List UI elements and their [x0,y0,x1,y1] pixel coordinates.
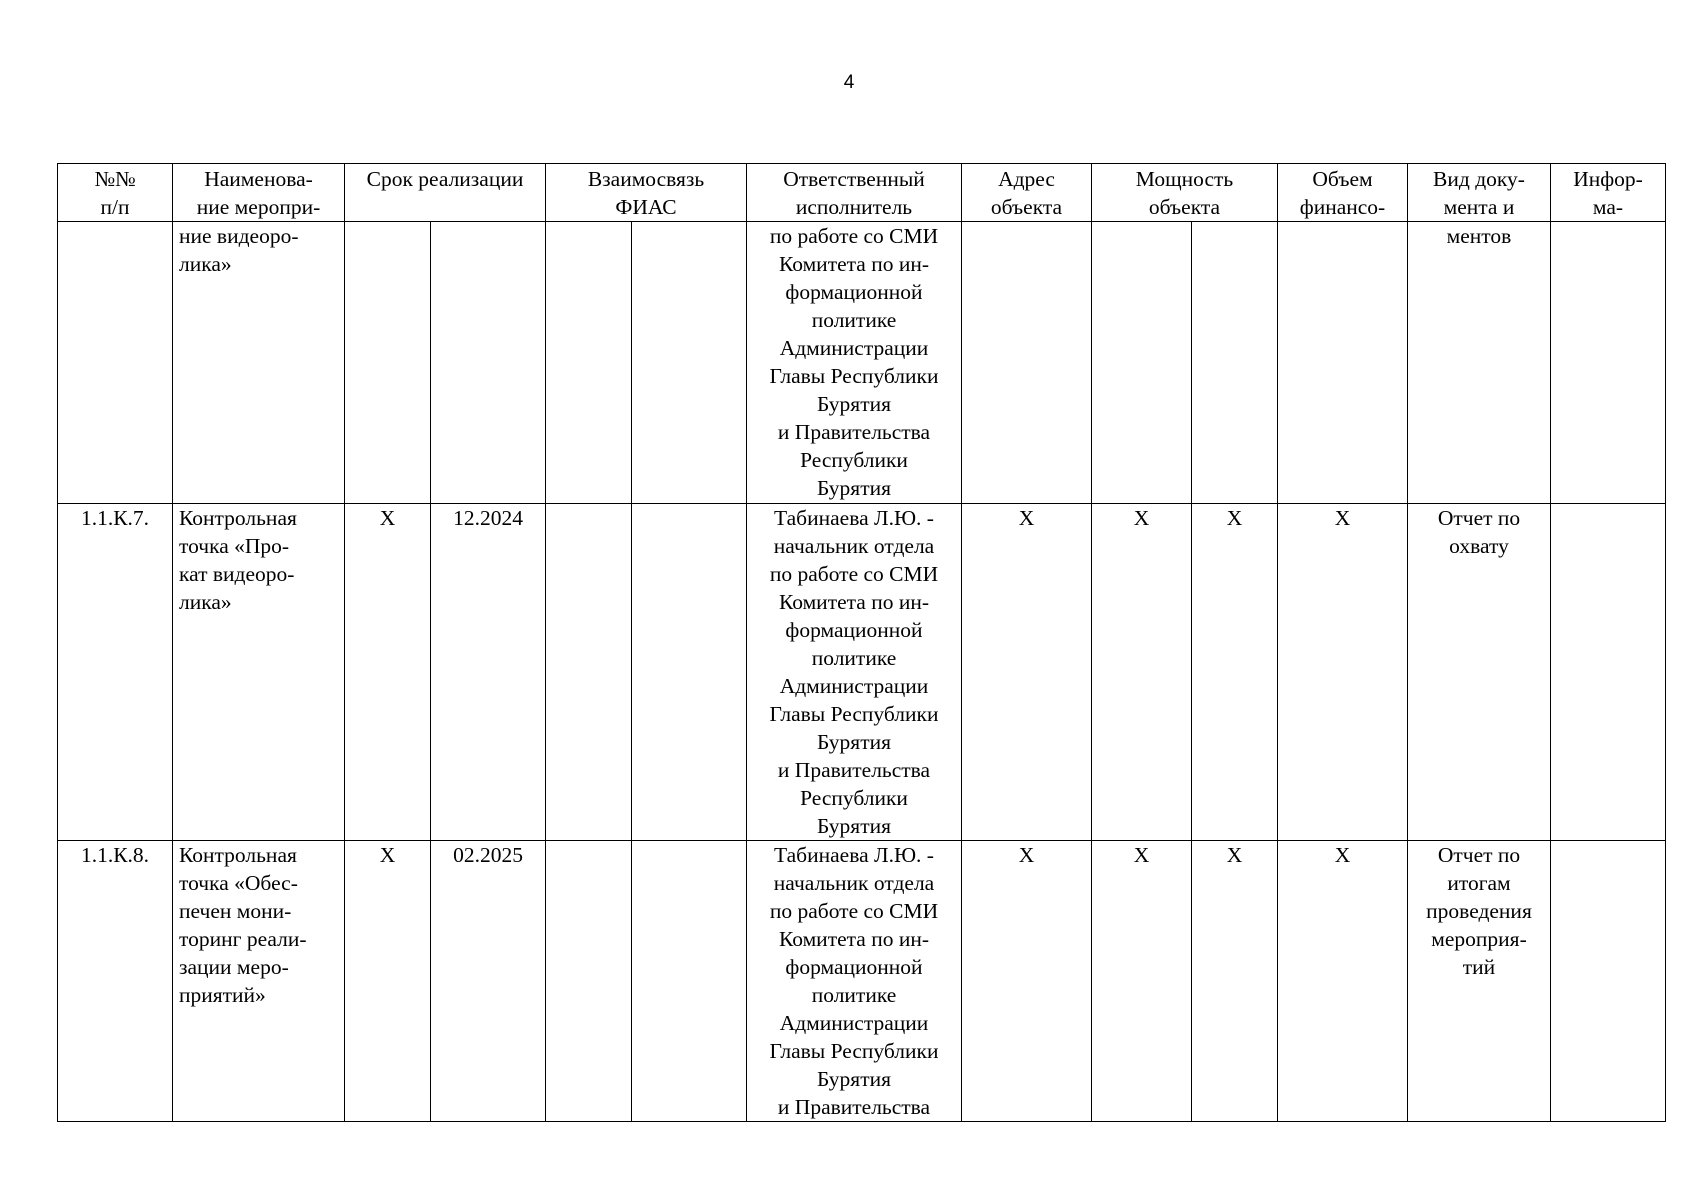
header-name: Наименова- ние меропри- [173,164,345,222]
row-term-end: 12.2024 [431,504,546,841]
row-power-2: X [1192,504,1278,841]
row-financing: X [1278,841,1408,1122]
table-row [58,222,1666,504]
measures-table [57,163,1666,1122]
header-power: Мощность объекта [1092,164,1278,222]
row-address: X [962,841,1092,1122]
row-responsible: Табинаева Л.Ю. - начальник отдела по работе со СМИ Комитета по ин- формационной политике Администрации Главы Республики Бурятия и Правительства [747,841,962,1122]
row-term-end: 02.2025 [431,841,546,1122]
row-power-2: X [1192,841,1278,1122]
row-num: 1.1.К.8. [58,841,173,1122]
header-num: №№ п/п [58,164,173,222]
row-fias-2 [632,841,747,1122]
row-power-1 [1092,222,1192,504]
header-financing: Объем финансо- [1278,164,1408,222]
row-document: ментов [1408,222,1551,504]
header-term: Срок реализации [345,164,546,222]
row-info [1551,841,1666,1122]
table-row [58,841,1666,1122]
header-fias: Взаимосвязь ФИАС [546,164,747,222]
row-info [1551,504,1666,841]
table-row [58,504,1666,841]
row-address: X [962,504,1092,841]
table-header-row [58,164,1666,222]
row-fias-1 [546,222,632,504]
row-power-1: X [1092,504,1192,841]
row-fias-1 [546,841,632,1122]
row-fias-2 [632,222,747,504]
row-name: Контрольная точка «Обес- печен мони- торинг реали- зации меро- приятий» [173,841,345,1122]
row-name: Контрольная точка «Про- кат видеоро- лика» [173,504,345,841]
row-responsible: Табинаева Л.Ю. - начальник отдела по работе со СМИ Комитета по ин- формационной политике Администрации Главы Республики Бурятия и Правительства Республики Бурятия [747,504,962,841]
row-term-start: X [345,504,431,841]
row-financing: X [1278,504,1408,841]
header-responsible: Ответственный исполнитель [747,164,962,222]
row-financing [1278,222,1408,504]
row-num: 1.1.К.7. [58,504,173,841]
row-fias-2 [632,504,747,841]
header-document: Вид доку- мента и [1408,164,1551,222]
row-term-start: X [345,841,431,1122]
row-info [1551,222,1666,504]
row-power-1: X [1092,841,1192,1122]
row-term-end [431,222,546,504]
row-name: ние видеоро- лика» [173,222,345,504]
header-address: Адрес объекта [962,164,1092,222]
row-fias-1 [546,504,632,841]
header-info: Инфор- ма- [1551,164,1666,222]
row-address [962,222,1092,504]
row-responsible: по работе со СМИ Комитета по ин- формационной политике Администрации Главы Республики Бурятия и Правительства Республики Бурятия [747,222,962,504]
row-num [58,222,173,504]
row-document: Отчет по итогам проведения мероприя- тий [1408,841,1551,1122]
row-document: Отчет по охвату [1408,504,1551,841]
row-term-start [345,222,431,504]
page-number: 4 [843,72,855,93]
row-power-2 [1192,222,1278,504]
